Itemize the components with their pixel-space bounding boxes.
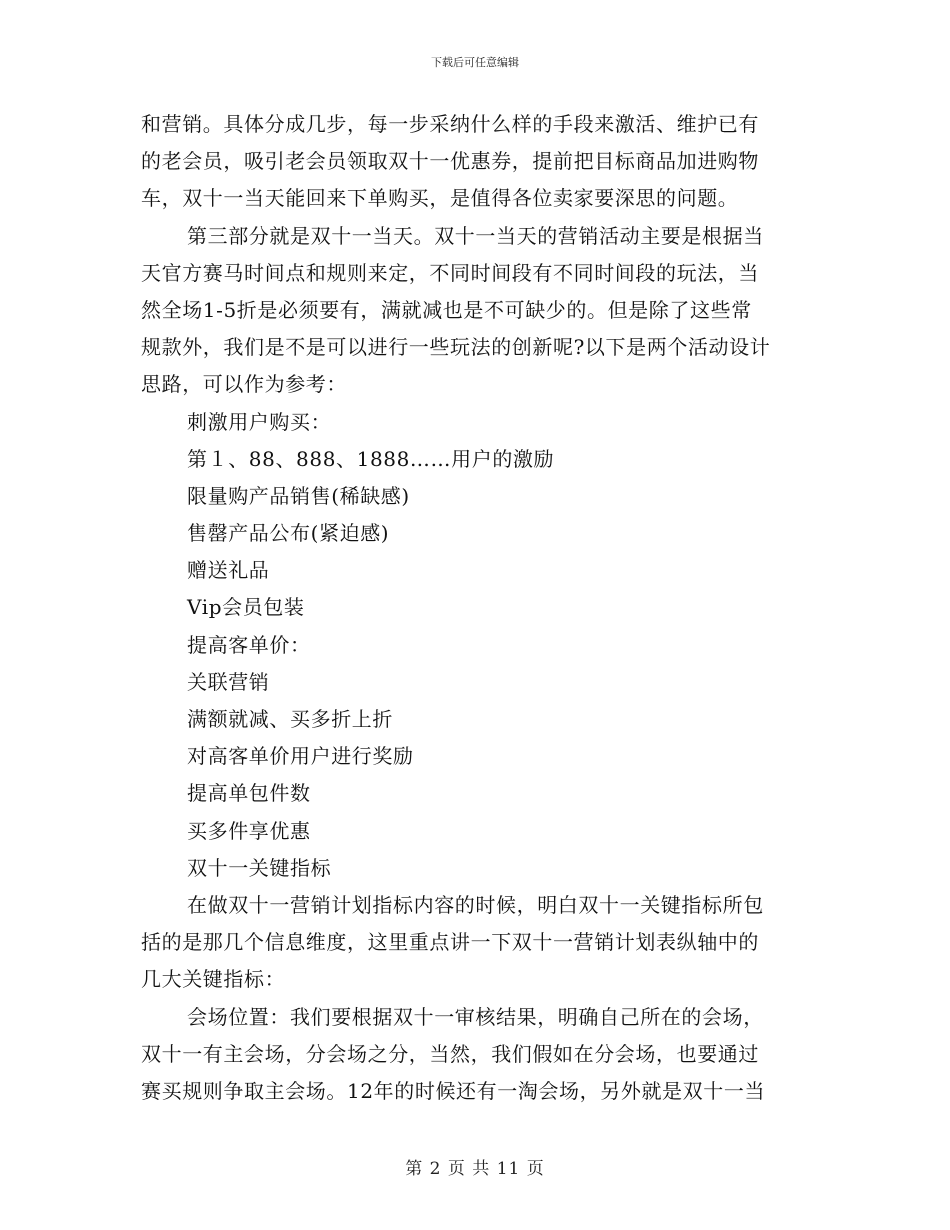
text-line: 括的是那几个信息维度，这里重点讲一下双十一营销计划表纵轴中的	[141, 930, 759, 955]
text-line: 赛买规则争取主会场。12年的时候还有一淘会场，另外就是双十一当	[141, 1078, 766, 1103]
list-item: 满额就减、买多折上折	[187, 707, 393, 731]
list-item: 赠送礼品	[187, 558, 270, 583]
list-item: 对高客单价用户进行奖励	[187, 744, 414, 769]
text-line: 几大关键指标：	[141, 967, 286, 992]
list-item: 提高客单价：	[187, 632, 311, 657]
list-item: 买多件享优惠	[187, 818, 311, 843]
text-line: 第三部分就是双十一当天。双十一当天的营销活动主要是根据当	[187, 223, 764, 248]
document-body	[141, 106, 811, 1110]
list-item: 售罄产品公布(紧迫感)	[187, 521, 390, 546]
list-item: 限量购产品销售(稀缺感)	[187, 483, 410, 508]
text-line: 天官方赛马时间点和规则来定，不同时间段有不同时间段的玩法，当	[141, 260, 759, 285]
text-line: 双十一有主会场，分会场之分，当然，我们假如在分会场，也要通过	[141, 1041, 759, 1066]
list-item: 第１、88、888、1888……用户的激励	[187, 446, 555, 471]
section-heading: 双十一关键指标	[187, 855, 332, 880]
text-line: 思路，可以作为参考：	[141, 372, 347, 397]
page-header: 下载后可任意编辑	[431, 56, 519, 69]
list-item: Vip会员包装	[187, 595, 305, 620]
text-line: 的老会员，吸引老会员领取双十一优惠券，提前把目标商品加进购物	[141, 149, 759, 174]
page-footer: 第 2 页 共 11 页	[405, 1159, 545, 1179]
list-item: 关联营销	[187, 669, 270, 694]
text-line: 然全场1-5折是必须要有，满就减也是不可缺少的。但是除了这些常	[141, 297, 752, 322]
text-line: 会场位置：我们要根据双十一审核结果，明确自己所在的会场，	[187, 1004, 764, 1029]
text-line: 和营销。具体分成几步，每一步采纳什么样的手段来激活、维护已有	[141, 112, 759, 136]
text-line: 在做双十一营销计划指标内容的时候，明白双十一关键指标所包	[187, 892, 764, 917]
text-line: 规款外，我们是不是可以进行一些玩法的创新呢?以下是两个活动设计	[141, 335, 771, 360]
list-item: 提高单包件数	[187, 781, 311, 806]
text-line: 车，双十一当天能回来下单购买，是值得各位卖家要深思的问题。	[141, 186, 739, 211]
list-item: 刺激用户购买：	[187, 409, 332, 434]
